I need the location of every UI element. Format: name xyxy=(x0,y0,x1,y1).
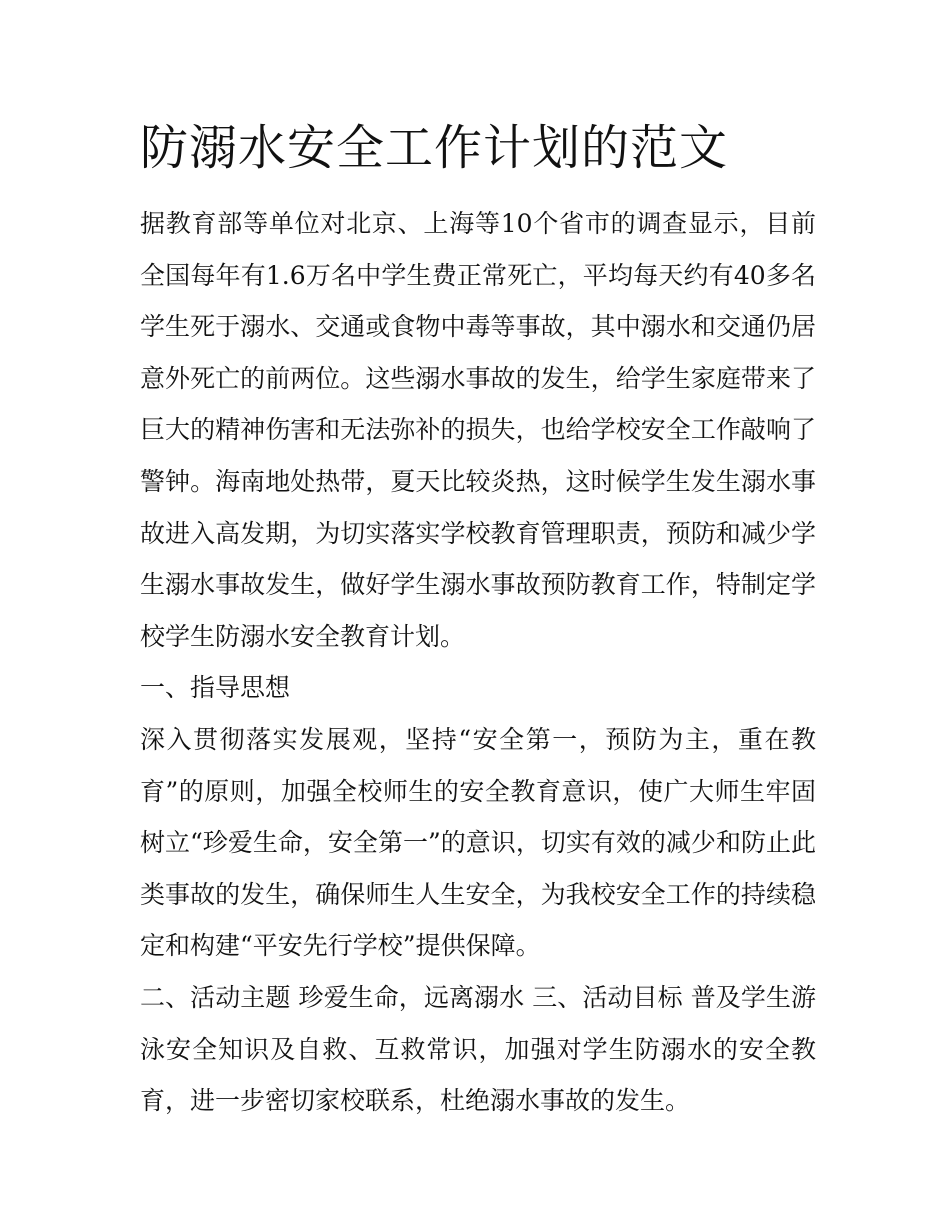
document-title: 防溺水安全工作计划的范文 xyxy=(140,120,729,176)
document-content xyxy=(140,112,816,1127)
intro-paragraph: 据教育部等单位对北京、上海等10个省市的调查显示，目前全国每年有1.6万名中学生费正常死亡，平均每天约有40多名学生死于溺水、交通或食物中毒等事故，其中溺水和交通仍居意外死亡的前两位。这些溺水事故的发生，给学生家庭带来了巨大的精神伤害和无法弥补的损失，也给学校安全工作敲响了警钟。海南地处热带，夏天比较炎热，这时候学生发生溺水事故进入高发期，为切实落实学校教育管理职责，预防和减少学生溺水事故发生，做好学生溺水事故预防教育工作，特制定学校学生防溺水安全教育计划。 xyxy=(140,209,816,651)
section-heading-guiding-ideology: 一、指导思想 xyxy=(140,673,291,703)
guiding-ideology-paragraph: 深入贯彻落实发展观，坚持“安全第一，预防为主，重在教育”的原则，加强全校师生的安全教育意识，使广大师生牢固树立“珍爱生命，安全第一”的意识，切实有效的减少和防止此类事故的发生，确保师生人生安全，为我校安全工作的持续稳定和构建“平安先行学校”提供保障。 xyxy=(140,724,816,961)
document-body xyxy=(140,198,816,1127)
theme-and-goals-paragraph: 二、活动主题 珍爱生命，远离溺水 三、活动目标 普及学生游泳安全知识及自救、互救常识，加强对学生防溺水的安全教育，进一步密切家校联系，杜绝溺水事故的发生。 xyxy=(140,982,816,1116)
